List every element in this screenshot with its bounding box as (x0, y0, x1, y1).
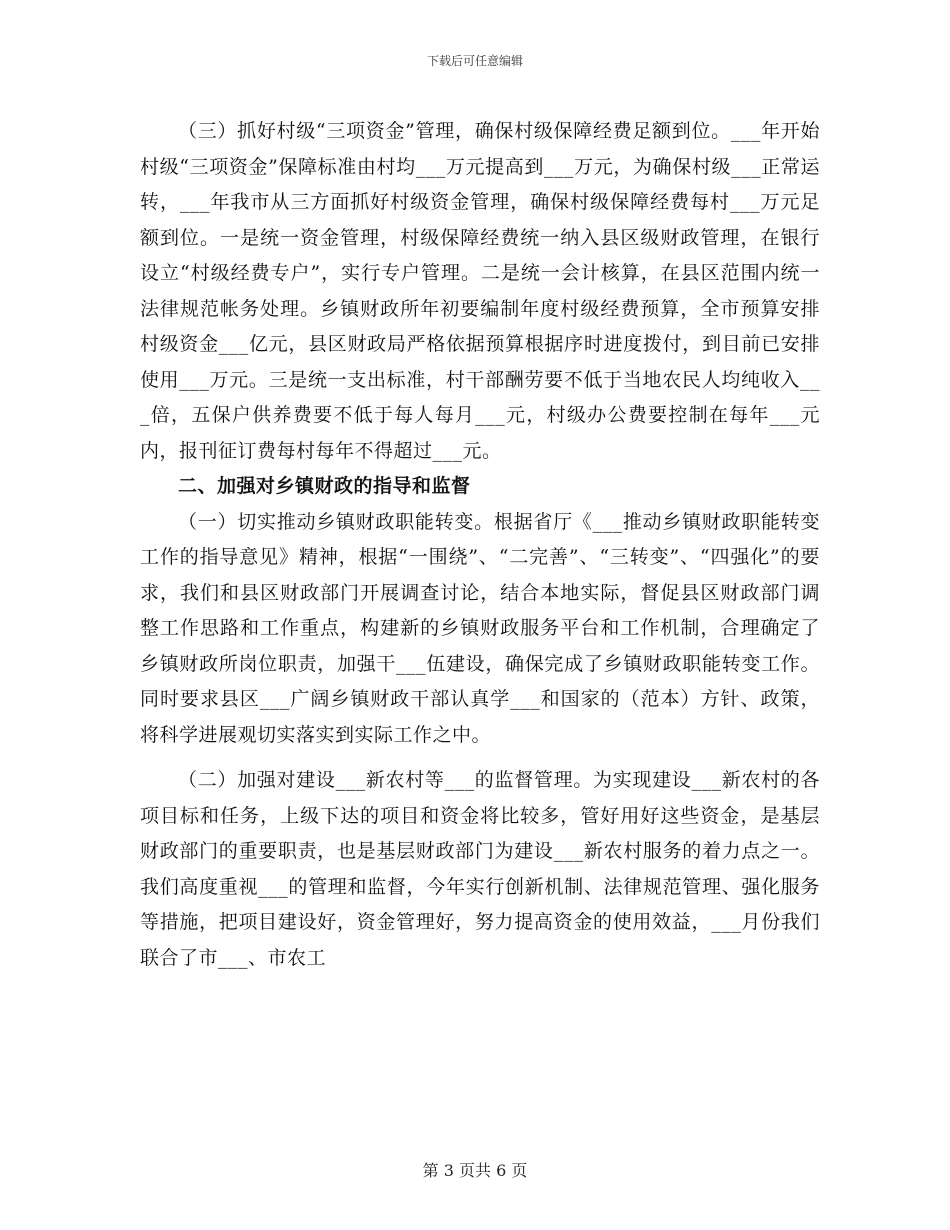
section-heading-2: 二、加强对乡镇财政的指导和监督 (178, 475, 471, 497)
paragraph-village-funds: （三）抓好村级“三项资金”管理，确保村级保障经费足额到位。___年开始村级“三项资金”保障标准由村均___万元提高到___万元，为确保村级___正常运转，___年我市从三方面抓好村级资金管理，确保村级保障经费每村___万元足额到位。一是统一资金管理，村级保障经费统一纳入县区级财政管理，在银行设立“村级经费专户”，实行专户管理。二是统一会计核算，在县区范围内统一法律规范帐务处理。乡镇财政所年初要编制年度村级经费预算，全市预算安排村级资金___亿元，县区财政局严格依据预算根据序时进度拨付，到目前已安排使用___万元。三是统一支出标准，村干部酬劳要不低于当地农民人均纯收入___倍，五保户供养费要不低于每人每月___元，村级办公费要控制在每年___元内，报刊征订费每村每年不得超过___元。 (140, 120, 820, 462)
paragraph-function-transform: （一）切实推动乡镇财政职能转变。根据省厅《___推动乡镇财政职能转变工作的指导意见》精神，根据“一围绕”、“二完善”、“三转变”、“四强化”的要求，我们和县区财政部门开展调查讨论，结合本地实际，督促县区财政部门调整工作思路和工作重点，构建新的乡镇财政服务平台和工作机制，合理确定了乡镇财政所岗位职责，加强干___伍建设，确保完成了乡镇财政职能转变工作。同时要求县区___广阔乡镇财政干部认真学___和国家的（范本）方针、政策，将科学进展观切实落实到实际工作之中。 (140, 510, 820, 746)
document-body (140, 114, 820, 976)
page-footer: 第 3 页共 6 页 (422, 1161, 528, 1180)
page-header: 下载后可任意编辑 (426, 54, 523, 68)
paragraph-new-village-supervision: （二）加强对建设___新农村等___的监督管理。为实现建设___新农村的各项目标和任务，上级下达的项目和资金将比较多，管好用好这些资金，是基层财政部门的重要职责，也是基层财政部门为建设___新农村服务的着力点之一。我们高度重视___的管理和监督，今年实行创新机制、法律规范管理、强化服务等措施，把项目建设好，资金管理好，努力提高资金的使用效益，___月份我们联合了市___、市农工 (140, 769, 820, 969)
